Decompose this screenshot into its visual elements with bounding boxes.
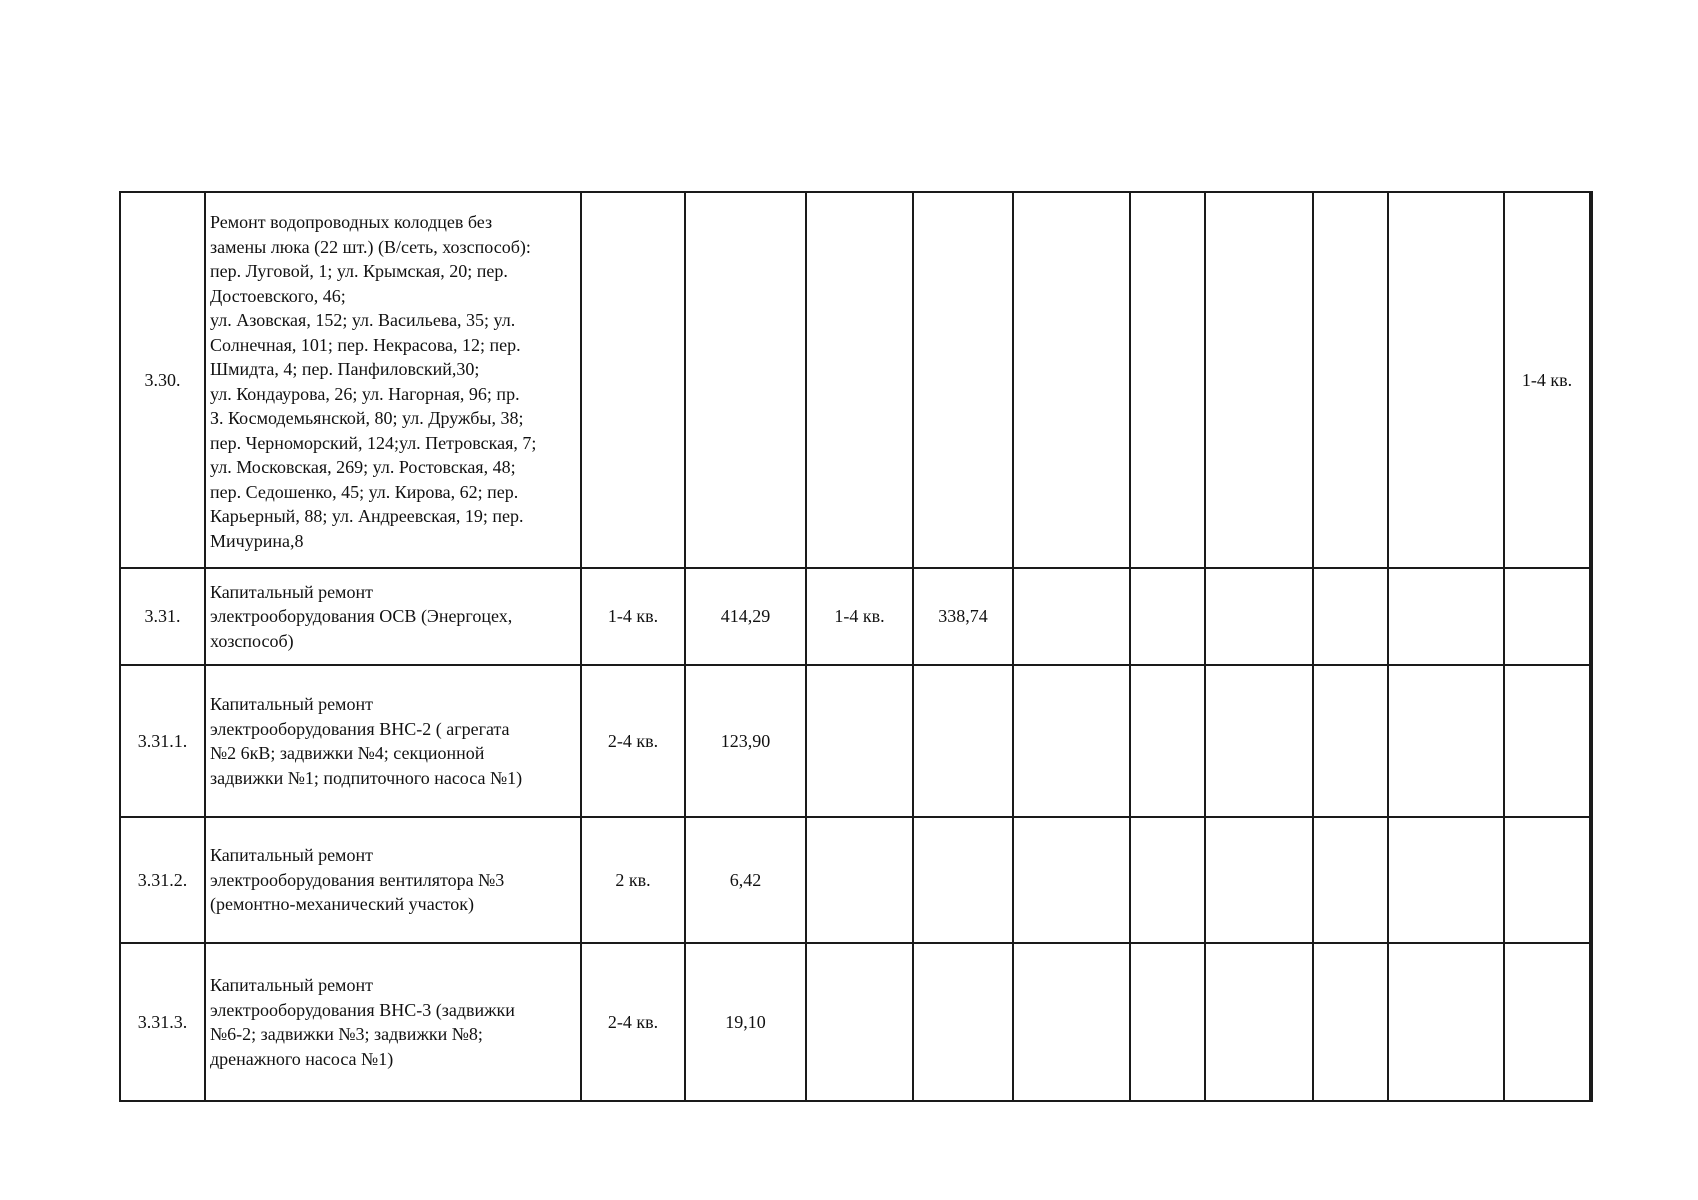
table-cell xyxy=(1205,817,1313,943)
table-cell xyxy=(1313,568,1388,665)
description-line: хозспособ) xyxy=(210,630,294,651)
table-cell: 1-4 кв. xyxy=(1504,192,1590,568)
table-cell xyxy=(1205,192,1313,568)
table-cell xyxy=(913,943,1013,1101)
description-line: дренажного насоса №1) xyxy=(210,1048,394,1069)
table-cell xyxy=(685,192,806,568)
table-cell xyxy=(1013,817,1130,943)
table-cell xyxy=(1504,817,1590,943)
description-line: пер. Седошенко, 45; ул. Кирова, 62; пер. xyxy=(210,481,519,502)
description-line: ул. Азовская, 152; ул. Васильева, 35; ул. xyxy=(210,310,516,330)
table-cell: 2 кв. xyxy=(581,817,685,943)
description-line: Солнечная, 101; пер. Некрасова, 12; пер. xyxy=(210,334,521,355)
table-cell xyxy=(806,817,913,943)
table-cell xyxy=(1504,568,1590,665)
table-cell xyxy=(1388,192,1504,568)
table-cell xyxy=(1590,943,1592,1101)
table-cell xyxy=(1013,568,1130,665)
description-line: пер. Луговой, 1; ул. Крымская, 20; пер. xyxy=(210,261,508,281)
table-cell: 2-4 кв. xyxy=(581,665,685,817)
description-line: З. Космодемьянской, 80; ул. Дружбы, 38; xyxy=(210,408,524,428)
description-line: Достоевского, 46; xyxy=(210,285,346,306)
table-cell: 123,90 xyxy=(685,665,806,817)
table-cell xyxy=(1130,817,1205,943)
table-row xyxy=(120,817,1592,943)
row-description xyxy=(205,665,581,817)
table-cell xyxy=(1313,665,1388,817)
table-cell xyxy=(806,192,913,568)
table-cell xyxy=(1130,943,1205,1101)
row-description xyxy=(205,943,581,1101)
table-cell xyxy=(1205,665,1313,817)
repair-schedule-table xyxy=(119,191,1593,1102)
table-cell: 19,10 xyxy=(685,943,806,1101)
table-cell: 414,29 xyxy=(685,568,806,665)
table-cell xyxy=(1130,568,1205,665)
table-cell xyxy=(1590,568,1592,665)
table-cell xyxy=(1013,665,1130,817)
table-row xyxy=(120,568,1592,665)
table-cell xyxy=(913,192,1013,568)
row-number: 3.31.2. xyxy=(120,817,205,943)
table-row xyxy=(120,943,1592,1101)
row-number: 3.31. xyxy=(120,568,205,665)
table-cell: 338,74 xyxy=(913,568,1013,665)
table-cell xyxy=(1504,665,1590,817)
description-line: электрооборудования вентилятора №3 xyxy=(210,869,505,890)
table-cell xyxy=(1205,943,1313,1101)
table-cell xyxy=(1130,192,1205,568)
table-cell xyxy=(806,665,913,817)
table-cell: 2-4 кв. xyxy=(581,943,685,1101)
description-line: (ремонтно-механический участок) xyxy=(210,894,475,915)
description-line: Капитальный ремонт xyxy=(210,975,373,995)
description-line: Капитальный ремонт xyxy=(210,581,373,602)
table-cell xyxy=(1313,192,1388,568)
table-cell: 6,42 xyxy=(685,817,806,943)
description-line: Капитальный ремонт xyxy=(210,694,373,714)
description-line: электрооборудования ОСВ (Энергоцех, xyxy=(210,606,513,627)
row-description xyxy=(205,817,581,943)
description-line: электрооборудования ВНС-3 (задвижки xyxy=(210,999,515,1020)
table-cell xyxy=(581,192,685,568)
description-line: замены люка (22 шт.) (В/сеть, хозспособ): xyxy=(210,236,531,257)
table-cell xyxy=(1205,568,1313,665)
table-cell xyxy=(913,665,1013,817)
table-cell xyxy=(1388,665,1504,817)
table-row xyxy=(120,665,1592,817)
description-line: Ремонт водопроводных колодцев без xyxy=(210,212,493,232)
description-line: Мичурина,8 xyxy=(210,530,304,551)
table-cell xyxy=(806,943,913,1101)
row-description xyxy=(205,192,581,568)
table-cell: 1-4 кв. xyxy=(806,568,913,665)
table-cell xyxy=(1313,817,1388,943)
description-line: Капитальный ремонт xyxy=(210,845,373,866)
row-description xyxy=(205,568,581,665)
description-line: Карьерный, 88; ул. Андреевская, 19; пер. xyxy=(210,506,524,526)
table-cell xyxy=(913,817,1013,943)
table-cell xyxy=(1388,817,1504,943)
table-cell xyxy=(1013,192,1130,568)
row-number: 3.30. xyxy=(120,192,205,568)
table-cell xyxy=(1590,192,1592,568)
table-cell xyxy=(1504,943,1590,1101)
table-row xyxy=(120,192,1592,568)
table-cell xyxy=(1590,665,1592,817)
description-line: задвижки №1; подпиточного насоса №1) xyxy=(210,767,523,788)
description-line: №6-2; задвижки №3; задвижки №8; xyxy=(210,1024,483,1044)
table-cell xyxy=(1313,943,1388,1101)
row-number: 3.31.1. xyxy=(120,665,205,817)
description-line: №2 6кВ; задвижки №4; секционной xyxy=(210,743,485,763)
table-cell xyxy=(1130,665,1205,817)
row-number: 3.31.3. xyxy=(120,943,205,1101)
table-cell xyxy=(1013,943,1130,1101)
table-cell: 1-4 кв. xyxy=(581,568,685,665)
table-cell xyxy=(1388,943,1504,1101)
table-cell xyxy=(1590,817,1592,943)
description-line: Шмидта, 4; пер. Панфиловский,30; xyxy=(210,359,480,379)
description-line: электрооборудования ВНС-2 ( агрегата xyxy=(210,718,510,739)
description-line: ул. Московская, 269; ул. Ростовская, 48; xyxy=(210,457,516,477)
table-cell xyxy=(1388,568,1504,665)
description-line: пер. Черноморский, 124;ул. Петровская, 7; xyxy=(210,432,537,453)
description-line: ул. Кондаурова, 26; ул. Нагорная, 96; пр. xyxy=(210,383,520,404)
